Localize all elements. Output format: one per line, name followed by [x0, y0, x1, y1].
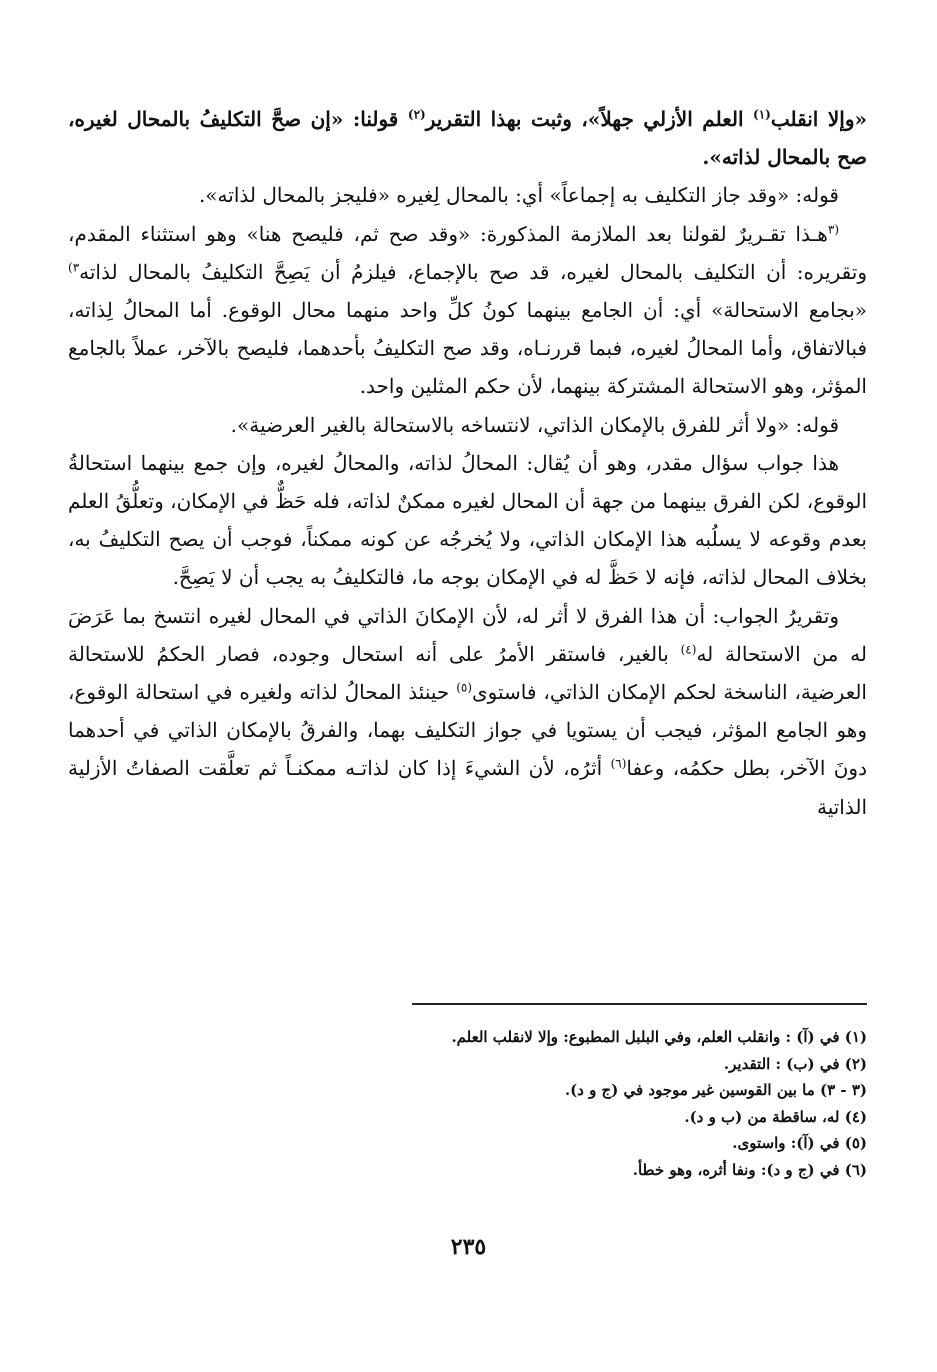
footnote-divider — [412, 1003, 867, 1005]
main-text — [68, 100, 867, 826]
text-run: هذا جواب سؤال مقدر، وهو أن يُقال: المحالُ لذاته، والمحالُ لغيره، وإن جمع بينهما استحالةُ الوقوع، لكن الفرق بينهما من جهة أن المحال لغيره ممكنٌ لذاته، فله حَظٌّ في الإمكان، وتعلُّقُ العلم بعدم وقوعه لا يسلُبه هذا الإمكان الذاتي، ولا يُخرجُه عن كونه ممكناً، فوجب أن يصح التكليفُ به، بخلاف المحال لذاته، فإنه لا حَظَّ له في الإمكان بوجه ما، فالتكليفُ به يجب أن لا يَصِحَّ. — [68, 450, 867, 590]
footnotes — [120, 1024, 867, 1184]
text-run: «بجامع الاستحالة» أي: أن الجامع بينهما كونُ كلِّ واحد منهما محال الوقوع. أما المحالُ لِذاته، فبالاتفاق، وأما المحالُ لغيره، فبما قررنـاه، وقد صح التكليفُ بأحدهما، فليصح بالآخر، عملاً بالجامع المؤثر، وهو الاستحالة المشتركة بينهما، لأن حكم المثلين واحد. — [68, 298, 868, 399]
text-run: قوله: «وقد جاز التكليف به إجماعاً» أي: بالمحال لِغيره «فليجز بالمحال لذاته». — [198, 183, 839, 208]
text-run: العلم الأزلي جهلاً»، وثبت بهذا التقرير — [425, 107, 754, 131]
text-run: «وإلا انقلب — [770, 107, 867, 131]
footnote-marker: (٥) — [456, 680, 473, 695]
text-run: هـذا تقـريرٌ لقولنا بعد الملازمة المذكورة: «وقد صح ثم، فليصح هنا» وهو استثناء المقدم، وتقريره: أن التكليف بالمحال لغيره، قد صح بالإجماع، فيلزمُ أن يَصِحَّ التكليفُ بالمحال لذاته — [68, 221, 867, 284]
footnote: (٢) في (ب) : التقدير. — [723, 1054, 867, 1073]
text-run: بالغير، فاستقر الأمرُ على أنه استحال وجوده، فصار الحكمُ للاستحالة العرضية، الناسخة لحكم الإمكان الذاتي، فاستوى — [68, 641, 867, 705]
footnote: (٦) في (ج و د): ونفا أثره، وهو خطأ. — [632, 1160, 867, 1179]
footnote-marker: (١) — [753, 107, 771, 122]
footnote-marker: (٢) — [407, 107, 426, 122]
paragraph — [68, 100, 867, 176]
text-run: حينئذ المحالُ لذاته ولغيره في استحالة الوقوع، وهو الجامع المؤثر، فيجب أن يستويا في جواز التكليف بهما، والفرقُ بالإمكان الذاتي في أحدهما دونَ الآخر، بطل حكمُه، وعفا — [68, 680, 867, 781]
page-number: ٢٣٥ — [450, 1234, 487, 1260]
footnote: (٥) في (آ): واستوى. — [732, 1134, 867, 1153]
paragraph — [68, 176, 867, 214]
paragraph — [68, 215, 867, 406]
paragraph — [68, 444, 867, 597]
text-run: قوله: «ولا أثر للفرق بالإمكان الذاتي، لانتساخه بالاستحالة بالغير العرضية». — [230, 412, 839, 437]
footnote-marker: (٤) — [680, 642, 697, 657]
footnote-marker: (٦) — [610, 756, 627, 771]
paragraph — [68, 597, 867, 826]
text-run: أثرُه، لأن الشيءَ إذا كان لذاتـه ممكنـاً ثم تعلَّقت الصفاتُ الأزلية الذاتية — [68, 756, 867, 819]
paragraph — [68, 406, 867, 444]
footnote: (٣ - ٣) ما بين القوسين غير موجود في (ج و د). — [564, 1081, 867, 1100]
footnote-marker: ٣) — [68, 260, 80, 275]
footnote: (٤) له، ساقطة من (ب و د). — [684, 1107, 867, 1126]
footnote: (١) في (آ) : وانقلب العلم، وفي البلبل المطبوع: وإلا لانقلب العلم. — [451, 1028, 867, 1046]
text-run: وتقريرُ الجواب: أن هذا الفرق لا أثر له، لأن الإمكانَ الذاتي في المحال لغيره انتسخ بما عَرَضَ له من الاستحالة له — [68, 603, 867, 666]
text-run: قولنا: «إن صحَّ التكليفُ بالمحال لغيره، صح بالمحال لذاته». — [68, 107, 867, 170]
footnote-marker: (٣ — [827, 221, 839, 236]
